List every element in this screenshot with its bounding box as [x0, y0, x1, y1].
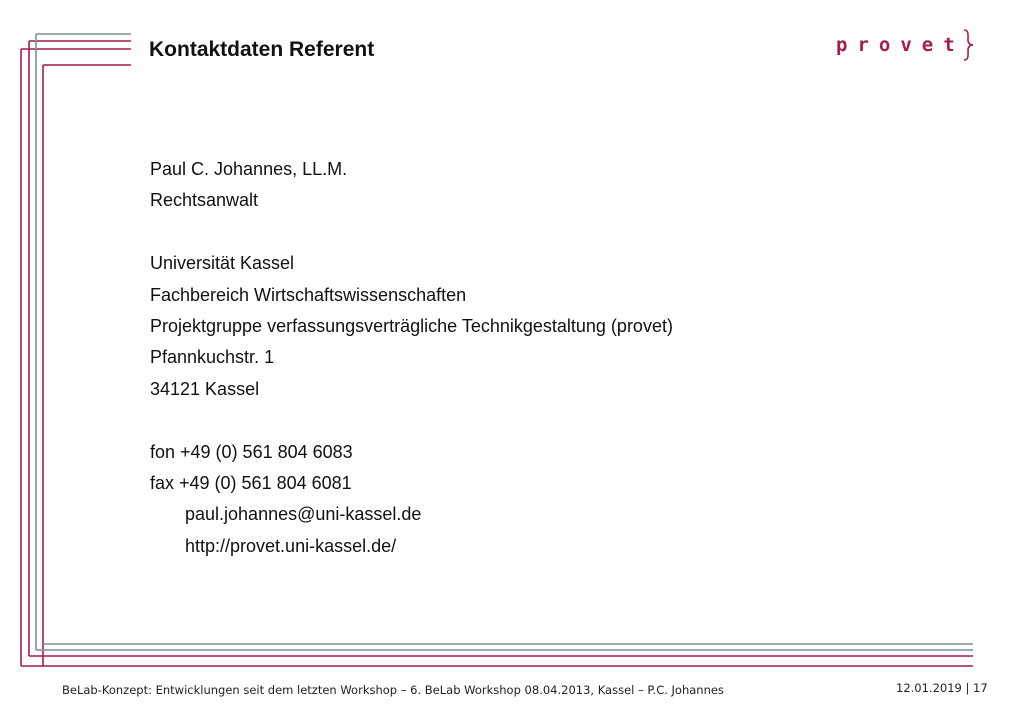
contact-university: Universität Kassel — [150, 253, 295, 274]
contact-fax: fax +49 (0) 561 804 6081 — [150, 472, 352, 493]
contact-name: Paul C. Johannes, LL.M. — [150, 159, 348, 179]
contact-email-link[interactable]: paul.johannes@uni-kassel.de — [185, 504, 422, 525]
contact-website-link[interactable]: http://provet.uni-kassel.de/ — [185, 535, 397, 556]
contact-department: Fachbereich Wirtschaftswissenschaften — [150, 284, 467, 305]
contact-role: Rechtsanwalt — [150, 190, 259, 211]
footer-caption: BeLab-Konzept: Entwicklungen seit dem letzten Workshop – 6. BeLab Workshop 08.04.2013, Kassel – P.C. Johannes — [62, 683, 724, 697]
logo-text: provet — [836, 34, 965, 56]
page-title: Kontaktdaten Referent — [149, 38, 375, 61]
contact-phone: fon +49 (0) 561 804 6083 — [150, 441, 353, 462]
contact-group: Projektgruppe verfassungsverträgliche Technikgestaltung (provet) — [150, 315, 673, 336]
contact-street: Pfannkuchstr. 1 — [150, 347, 275, 368]
contact-city: 34121 Kassel — [150, 378, 260, 399]
closing-brace-icon — [961, 28, 975, 62]
contact-block — [150, 154, 673, 562]
footer-date-page: 12.01.2019 | 17 — [896, 681, 988, 695]
spacer — [150, 217, 673, 248]
spacer — [150, 405, 673, 436]
